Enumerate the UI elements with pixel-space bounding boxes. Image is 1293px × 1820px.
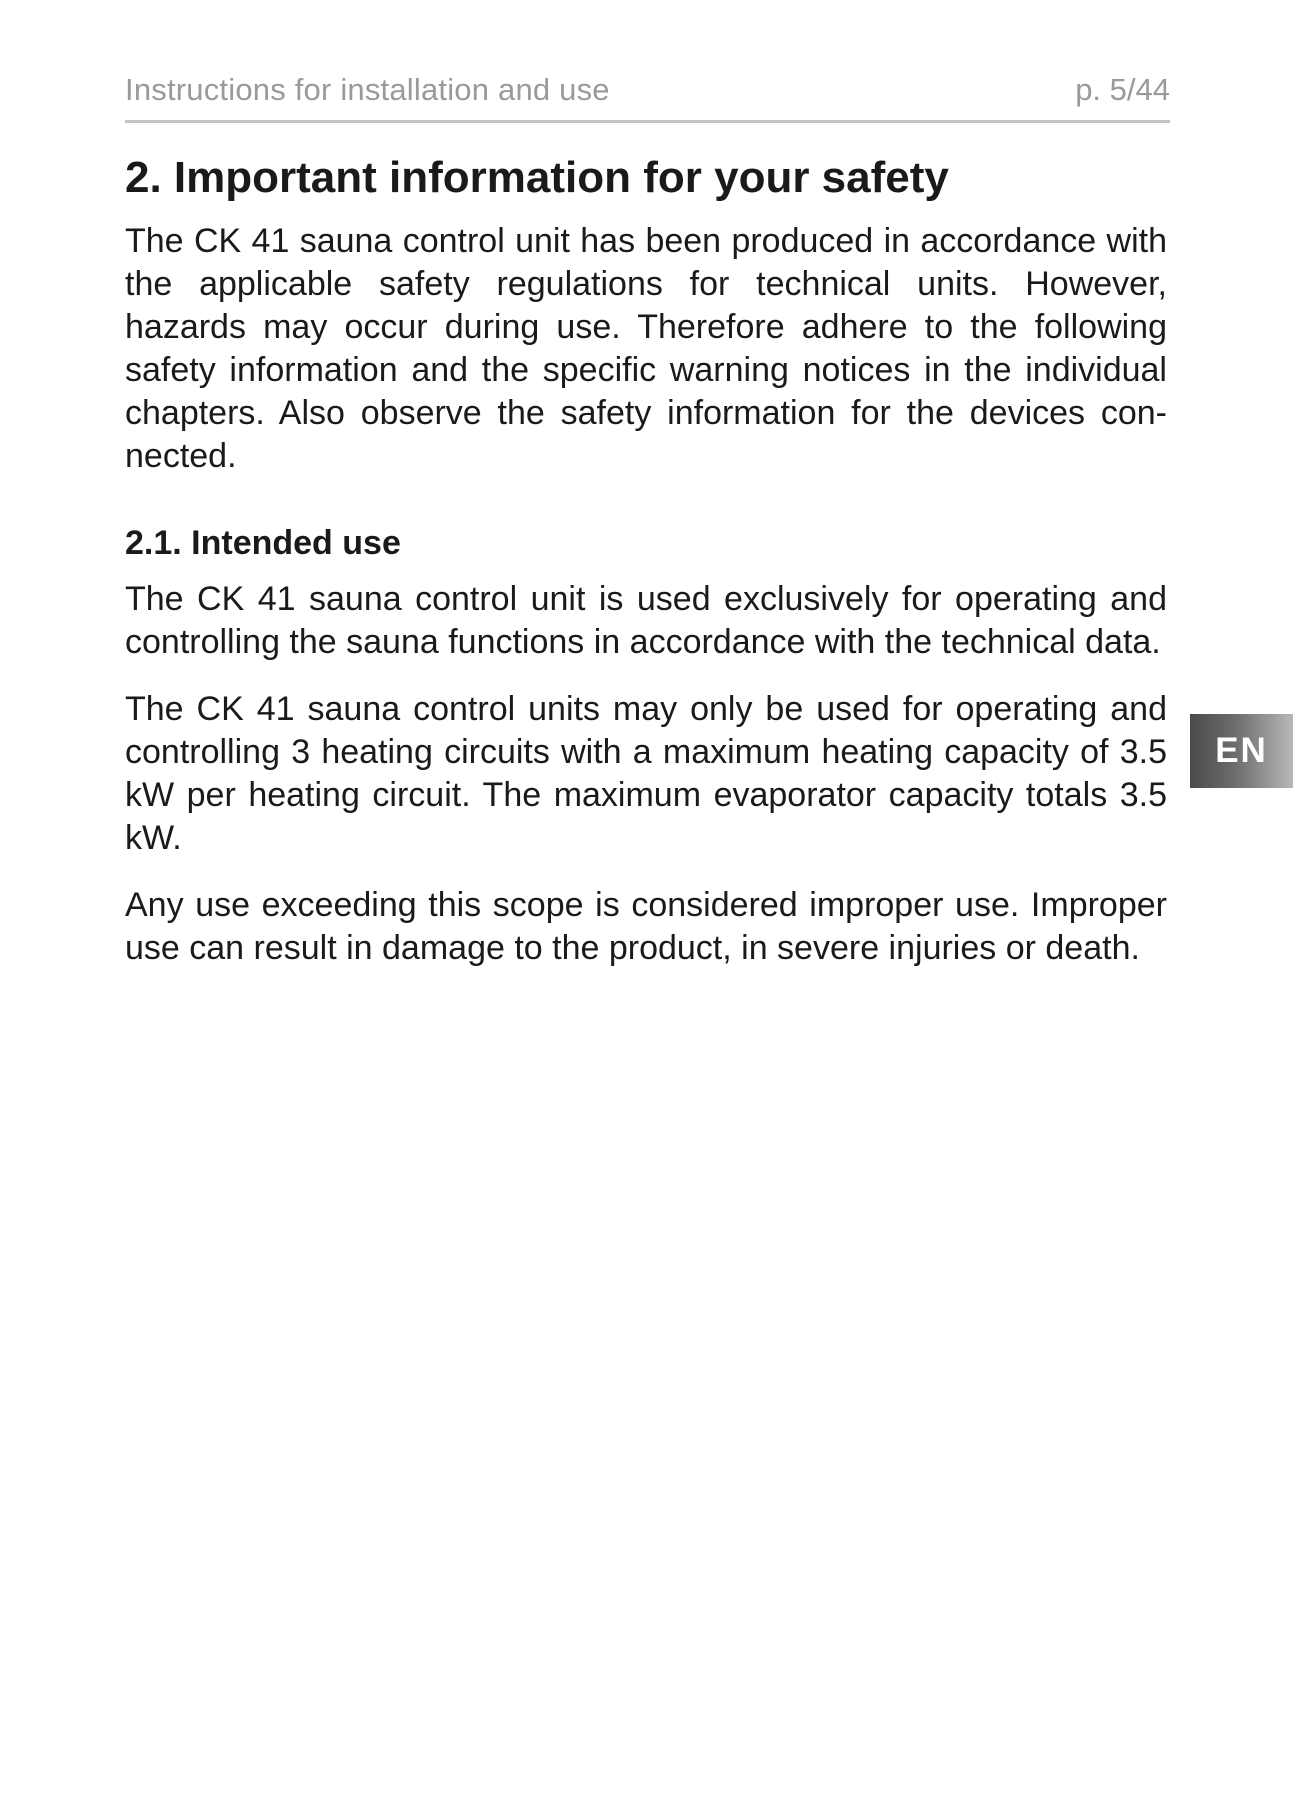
intended-use-paragraph-2: The CK 41 sauna control units may only be used for operating and controlling 3 heating circuits with a maximum heating capacity of 3.5 kW per heating circuit. The maximum evaporator capacity totals 3.5 kW. bbox=[125, 690, 1167, 857]
intended-use-paragraph-3: Any use exceeding this scope is considered improper use. Improper use can result in damage to the product, in severe injuries or death. bbox=[125, 886, 1167, 967]
intended-use-paragraph-1: The CK 41 sauna control unit is used exclusively for operating and controlling the sauna functions in accordance with the technical data. bbox=[125, 580, 1167, 661]
page-header bbox=[125, 70, 1170, 123]
page-number: p. 5/44 bbox=[1075, 72, 1170, 107]
document-title: Instructions for installation and use bbox=[125, 72, 610, 107]
language-tab bbox=[1190, 714, 1293, 788]
main-content bbox=[125, 150, 1167, 994]
section-intro-paragraph: The CK 41 sauna control unit has been produced in accordance with the applicable safety regulations for technical units. However, hazards may occur during use. Therefore adhere to the following safety information and the specific warning notices in the individual chapters. Also observe the safety information for the devices con-nected. bbox=[125, 222, 1167, 475]
subsection-heading: 2.1. Intended use bbox=[125, 524, 401, 562]
section-heading: 2. Important information for your safety bbox=[125, 153, 949, 202]
language-tab-label: EN bbox=[1215, 731, 1268, 770]
